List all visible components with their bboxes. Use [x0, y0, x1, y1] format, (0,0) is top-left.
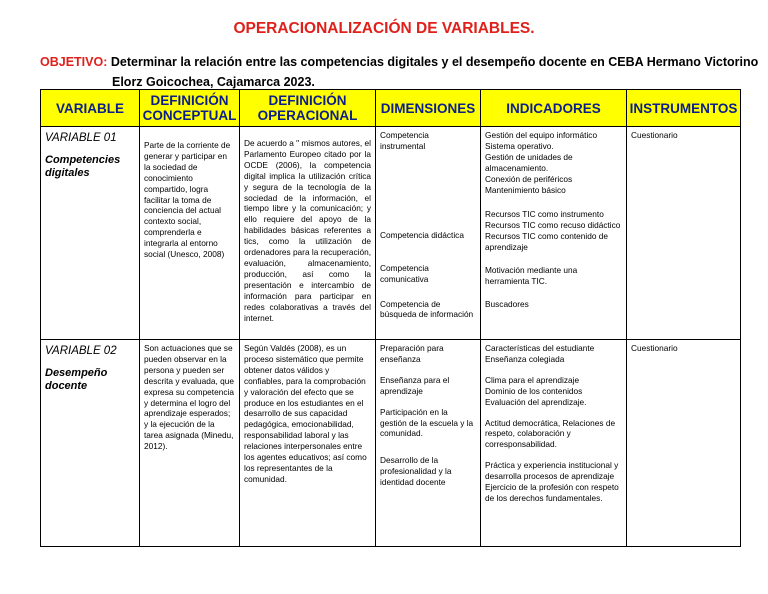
variable-label: VARIABLE 02 — [45, 345, 117, 357]
operational-cell — [240, 127, 376, 340]
conceptual-cell — [140, 340, 240, 547]
indicator-item: Clima para el aprendizaje — [485, 374, 580, 385]
instrument-cell — [627, 127, 741, 340]
header-instruments: INSTRUMENTOS — [627, 90, 741, 127]
dimension-item: Competencia de búsqueda de información — [380, 298, 474, 320]
operationalization-table — [40, 89, 741, 547]
dimension-item: Competencia didáctica — [380, 229, 464, 240]
dimension-item: Competencia comunicativa — [380, 262, 429, 284]
variable-name: Competencies digitales — [45, 153, 121, 179]
dimension-item: Participación en la gestión de la escuela y la comunidad. — [380, 406, 474, 439]
indicator-item: Dominio de los contenidos — [485, 385, 583, 396]
indicator-item: Enseñanza colegiada — [485, 353, 565, 364]
indicator-item: Motivación mediante una herramienta TIC. — [485, 265, 578, 286]
indicator-item: Buscadores — [485, 298, 529, 309]
indicator-item: Conexión de periféricos — [485, 173, 573, 184]
instrument-text: Cuestionario — [631, 130, 678, 140]
dimensions-cell — [376, 127, 481, 340]
indicator-item: Sistema operativo. — [485, 140, 554, 151]
indicators-cell — [481, 340, 627, 547]
dimension-item: Desarrollo de la profesionalidad y la identidad docente — [380, 455, 452, 488]
indicator-item: Características del estudiante — [485, 343, 595, 353]
dimension-item: Enseñanza para el aprendizaje — [380, 374, 450, 396]
conceptual-text: Parte de la corriente de generar y participar en la sociedad de conocimiento compartido, logra facilitar la toma de conciencia del actual contexto social, comprenderla e integrarla al entorno social (Unesco, 2008) — [144, 140, 231, 260]
indicators-cell — [481, 127, 627, 340]
dimension-item: Competencia instrumental — [380, 130, 429, 151]
indicator-item: Gestión del equipo informático — [485, 130, 598, 140]
header-variable: VARIABLE — [41, 90, 140, 127]
conceptual-text: Son actuaciones que se pueden observar en la persona y pueden ser descrita y evaluada, que expresa su competencia y determina el logro del aprendizaje esperados; y la ejecución de la tarea asignada (Minedu, 2012). — [144, 343, 234, 452]
indicator-item: Recursos TIC como instrumento — [485, 209, 604, 220]
page-title: OPERACIONALIZACIÓN DE VARIABLES. — [233, 20, 535, 37]
objective-label: OBJETIVO: — [40, 55, 108, 69]
indicator-item: Mantenimiento básico — [485, 184, 566, 195]
operational-cell — [240, 340, 376, 547]
indicator-item: Recursos TIC como contenido de aprendizaje — [485, 231, 608, 253]
header-dimensions: DIMENSIONES — [376, 90, 481, 127]
instrument-cell — [627, 340, 741, 547]
variable-name: Desempeño docente — [45, 366, 108, 392]
indicator-item: Gestión de unidades de almacenamiento. — [485, 151, 573, 173]
table-row — [41, 127, 741, 340]
operational-text: De acuerdo a " mismos autores, el Parlamento Europeo citado por la OCDE (2006), la competencia digital implica la utilización crítica y segura de la tecnología de la sociedad de la información, el tiempo libre y la comunicación; y ello requiere del apoyo de la habilidades básicas referentes a tics, como la utilización de ordenadores para la recuperación, evaluación, almacenamiento, producción, así como la presentación e intercambio de información para participar en redes colaborativas a través del internet. — [244, 138, 371, 323]
variable-label: VARIABLE 01 — [45, 132, 117, 144]
objective-line1: Determinar la relación entre las competencias digitales y el desempeño docente en CEBA Hermano Victorino — [110, 55, 759, 69]
instrument-text: Cuestionario — [631, 343, 678, 353]
table-row — [41, 340, 741, 547]
indicator-item: Práctica y experiencia institucional y desarrolla procesos de aprendizaje — [485, 460, 619, 482]
objective — [40, 52, 760, 92]
variable-cell — [41, 127, 140, 340]
header-conceptual: DEFINICIÓN CONCEPTUAL — [140, 90, 240, 127]
indicator-item: Evaluación del aprendizaje. — [485, 396, 587, 407]
dimension-item: Preparación para enseñanza — [380, 343, 444, 364]
indicator-item: Actitud democrática, Relaciones de respeto, colaboración y corresponsabilidad. — [485, 417, 616, 450]
header-operational: DEFINICIÓN OPERACIONAL — [240, 90, 376, 127]
table-header-row — [41, 90, 741, 127]
operational-text: Según Valdés (2008), es un proceso sistemático que permite obtener datos válidos y confiables, para la comprobación y valoración del efecto que se produce en los estudiantes en el desarrollo de sus capacidad pedagógica, emocionabilidad, responsabilidad laboral y las relaciones interpersonales entre los agentes educativos; así como los representantes de la comunidad. — [244, 343, 367, 484]
objective-line2: Elorz Goicochea, Cajamarca 2023. — [112, 75, 315, 89]
dimensions-cell — [376, 340, 481, 547]
variable-cell — [41, 340, 140, 547]
conceptual-cell — [140, 127, 240, 340]
header-indicators: INDICADORES — [481, 90, 627, 127]
indicator-item: Recursos TIC como recuso didáctico — [485, 220, 621, 231]
indicator-item: Ejercicio de la profesión con respeto de los derechos fundamentales. — [485, 482, 619, 503]
